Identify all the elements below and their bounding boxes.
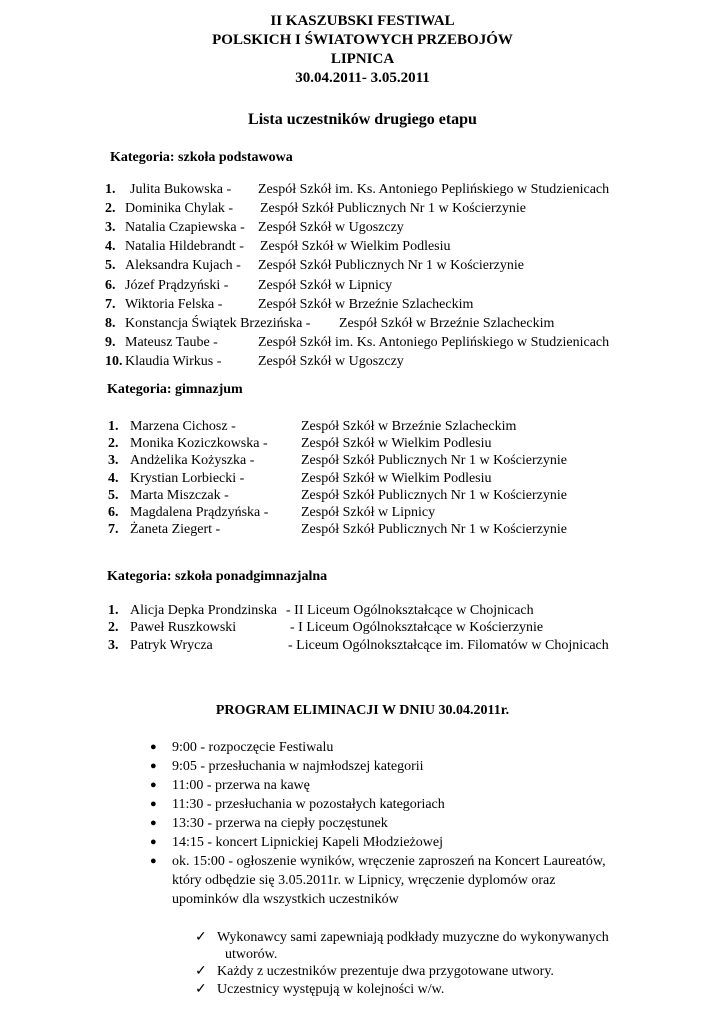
participant-number: 2. xyxy=(108,436,119,452)
participant-school: - II Liceum Ogólnokształcące w Chojnicach xyxy=(286,603,534,618)
participant-row xyxy=(0,486,725,505)
participant-number: 5. xyxy=(108,487,119,503)
program-item xyxy=(150,814,710,833)
participant-school: Zespół Szkół w Lipnicy xyxy=(301,505,436,520)
note-text: Uczestnicy występują w kolejności w/w. xyxy=(217,982,445,997)
participant-school: Zespół Szkół Publicznych Nr 1 w Kościerzynie xyxy=(301,522,567,538)
participant-row xyxy=(0,314,725,333)
participant-number: 7. xyxy=(108,522,119,538)
festival-header xyxy=(0,12,725,88)
participant-school: Zespół Szkół Publicznych Nr 1 w Kościerzynie xyxy=(301,453,567,469)
program-item-text: ok. 15:00 - ogłoszenie wyników, wręczenie zaproszeń na Koncert Laureatów, xyxy=(172,854,606,869)
participant-school: Zespół Szkół im. Ks. Antoniego Peplińskiego w Studzienicach xyxy=(258,334,610,350)
participant-school: Zespół Szkół w Brzeźnie Szlacheckim xyxy=(339,315,555,331)
checkmark-icon: ✓ xyxy=(195,964,207,979)
participant-row xyxy=(0,256,725,275)
bullet-icon: ● xyxy=(150,855,157,867)
participant-name: Krystian Lorbiecki - xyxy=(130,470,245,486)
participant-name: Julita Bukowska - xyxy=(130,182,232,197)
participant-school: Zespół Szkół w Brzeźnie Szlacheckim xyxy=(301,419,517,434)
participant-name: Konstancja Świątek Brzezińska - xyxy=(125,315,311,331)
note-text: Wykonawcy sami zapewniają podkłady muzyczne do wykonywanych xyxy=(217,930,609,945)
participant-row xyxy=(0,180,725,199)
participant-school: Zespół Szkół w Brzeźnie Szlacheckim xyxy=(258,296,474,312)
participant-name: Marzena Cichosz - xyxy=(130,419,236,434)
participant-school: Zespół Szkół Publicznych Nr 1 w Kościerzynie xyxy=(258,258,524,274)
participant-number: 6. xyxy=(108,505,119,520)
participant-number: 2. xyxy=(108,620,119,636)
participant-name: Mateusz Taube - xyxy=(125,334,218,350)
participant-name: Żaneta Ziegert - xyxy=(130,522,221,538)
participant-row xyxy=(0,295,725,314)
bullet-icon: ● xyxy=(150,741,157,753)
bullet-icon: ● xyxy=(150,779,157,791)
participant-number: 9. xyxy=(105,334,116,350)
participant-school: Zespół Szkół Publicznych Nr 1 w Kościerzynie xyxy=(301,487,567,503)
participant-number: 3. xyxy=(108,637,119,653)
program-item xyxy=(150,852,710,909)
program-item-text: który odbędzie się 3.05.2011r. w Lipnicy, wręczenie dyplomów oraz xyxy=(172,873,556,888)
header-line-3: LIPNICA xyxy=(330,51,395,67)
program-title: PROGRAM ELIMINACJI W DNIU 30.04.2011r. xyxy=(215,703,510,718)
bullet-icon: ● xyxy=(150,798,157,810)
participant-row xyxy=(0,352,725,371)
bullet-icon: ● xyxy=(150,760,157,772)
program-item xyxy=(150,833,710,852)
program-item xyxy=(150,795,710,814)
participant-row xyxy=(0,601,725,620)
participant-row xyxy=(0,218,725,237)
category-label-primary: Kategoria: szkoła podstawowa xyxy=(110,150,293,165)
participant-name: Dominika Chylak - xyxy=(125,201,234,217)
participant-number: 1. xyxy=(108,603,119,618)
participant-row xyxy=(0,237,725,256)
participant-number: 3. xyxy=(108,453,119,469)
participant-name: Magdalena Prądzyńska - xyxy=(130,505,269,520)
note-item xyxy=(195,980,715,998)
program-item-text: 9:00 - rozpoczęcie Festiwalu xyxy=(172,740,334,755)
participant-number: 1. xyxy=(108,419,119,434)
header-line-4: 30.04.2011- 3.05.2011 xyxy=(295,70,430,86)
participant-name: Monika Koziczkowska - xyxy=(130,436,268,452)
participant-row xyxy=(0,276,725,295)
participant-row xyxy=(0,503,725,522)
participant-number: 4. xyxy=(105,239,116,255)
participant-name: Marta Miszczak - xyxy=(130,487,229,503)
participant-number: 5. xyxy=(105,258,116,274)
checkmark-icon: ✓ xyxy=(195,930,207,945)
participant-number: 4. xyxy=(108,470,119,486)
participant-number: 2. xyxy=(105,201,116,217)
participant-name: Paweł Ruszkowski xyxy=(130,620,237,636)
note-item xyxy=(195,928,715,964)
participant-row xyxy=(0,434,725,453)
header-line-2: POLSKICH I ŚWIATOWYCH PRZEBOJÓW xyxy=(212,32,513,48)
participant-school: Zespół Szkół Publicznych Nr 1 w Kościerzynie xyxy=(260,201,526,217)
participant-number: 7. xyxy=(105,296,116,312)
program-item-text: 9:05 - przesłuchania w najmłodszej kategorii xyxy=(172,759,424,774)
participant-name: Alicja Depka Prondzinska xyxy=(130,603,277,618)
participant-number: 8. xyxy=(105,315,116,331)
participant-school: Zespół Szkół w Ugoszczy xyxy=(258,353,404,369)
program-item xyxy=(150,776,710,795)
participant-name: Andżelika Kożyszka - xyxy=(130,453,255,469)
participant-school: Zespół Szkół im. Ks. Antoniego Peplińskiego w Studzienicach xyxy=(258,182,610,197)
participant-school: Zespół Szkół w Lipnicy xyxy=(258,277,393,293)
note-item xyxy=(195,962,715,980)
participant-school: Zespół Szkół w Ugoszczy xyxy=(258,220,404,236)
participant-school: - I Liceum Ogólnokształcące w Kościerzynie xyxy=(290,620,544,636)
participant-row xyxy=(0,199,725,218)
program-item xyxy=(150,757,710,776)
participant-name: Klaudia Wirkus - xyxy=(125,353,222,369)
bullet-icon: ● xyxy=(150,817,157,829)
note-text: utworów. xyxy=(225,947,278,962)
participant-row xyxy=(0,333,725,352)
program-item-text: 14:15 - koncert Lipnickiej Kapeli Młodzieżowej xyxy=(172,835,443,850)
participant-row xyxy=(0,417,725,436)
program-item-text: 11:30 - przesłuchania w pozostałych kategoriach xyxy=(172,797,445,812)
header-line-1: II KASZUBSKI FESTIWAL xyxy=(270,13,455,29)
participant-row xyxy=(0,618,725,637)
participant-number: 6. xyxy=(105,277,116,293)
participant-school: Zespół Szkół w Wielkim Podlesiu xyxy=(301,470,492,486)
participant-row xyxy=(0,636,725,655)
participant-number: 1. xyxy=(105,182,116,197)
participant-name: Józef Prądzyński - xyxy=(125,277,229,293)
participant-name: Aleksandra Kujach - xyxy=(125,258,241,274)
program-item xyxy=(150,738,710,757)
participant-name: Natalia Czapiewska - xyxy=(125,220,245,236)
participant-row xyxy=(0,451,725,470)
participant-row xyxy=(0,520,725,539)
participant-name: Natalia Hildebrandt - xyxy=(125,239,244,255)
program-item-text: 13:30 - przerwa na ciepły poczęstunek xyxy=(172,816,388,831)
note-text: Każdy z uczestników prezentuje dwa przygotowane utwory. xyxy=(217,964,554,979)
bullet-icon: ● xyxy=(150,836,157,848)
participant-row xyxy=(0,469,725,488)
participant-name: Patryk Wrycza xyxy=(130,637,213,653)
list-title: Lista uczestników drugiego etapu xyxy=(248,111,477,128)
participant-school: Zespół Szkół w Wielkim Podlesiu xyxy=(260,239,451,255)
program-item-text: 11:00 - przerwa na kawę xyxy=(172,778,310,793)
checkmark-icon: ✓ xyxy=(195,982,207,997)
participant-school: - Liceum Ogólnokształcące im. Filomatów w Chojnicach xyxy=(288,637,609,653)
participant-number: 3. xyxy=(105,220,116,236)
participant-school: Zespół Szkół w Wielkim Podlesiu xyxy=(301,436,492,452)
category-label-secondary: Kategoria: szkoła ponadgimnazjalna xyxy=(107,569,328,584)
category-label-gimnazjum: Kategoria: gimnazjum xyxy=(107,382,243,397)
participant-name: Wiktoria Felska - xyxy=(125,296,223,312)
program-item-text: upominków dla wszystkich uczestników xyxy=(172,892,399,907)
participant-number: 10. xyxy=(105,353,123,369)
